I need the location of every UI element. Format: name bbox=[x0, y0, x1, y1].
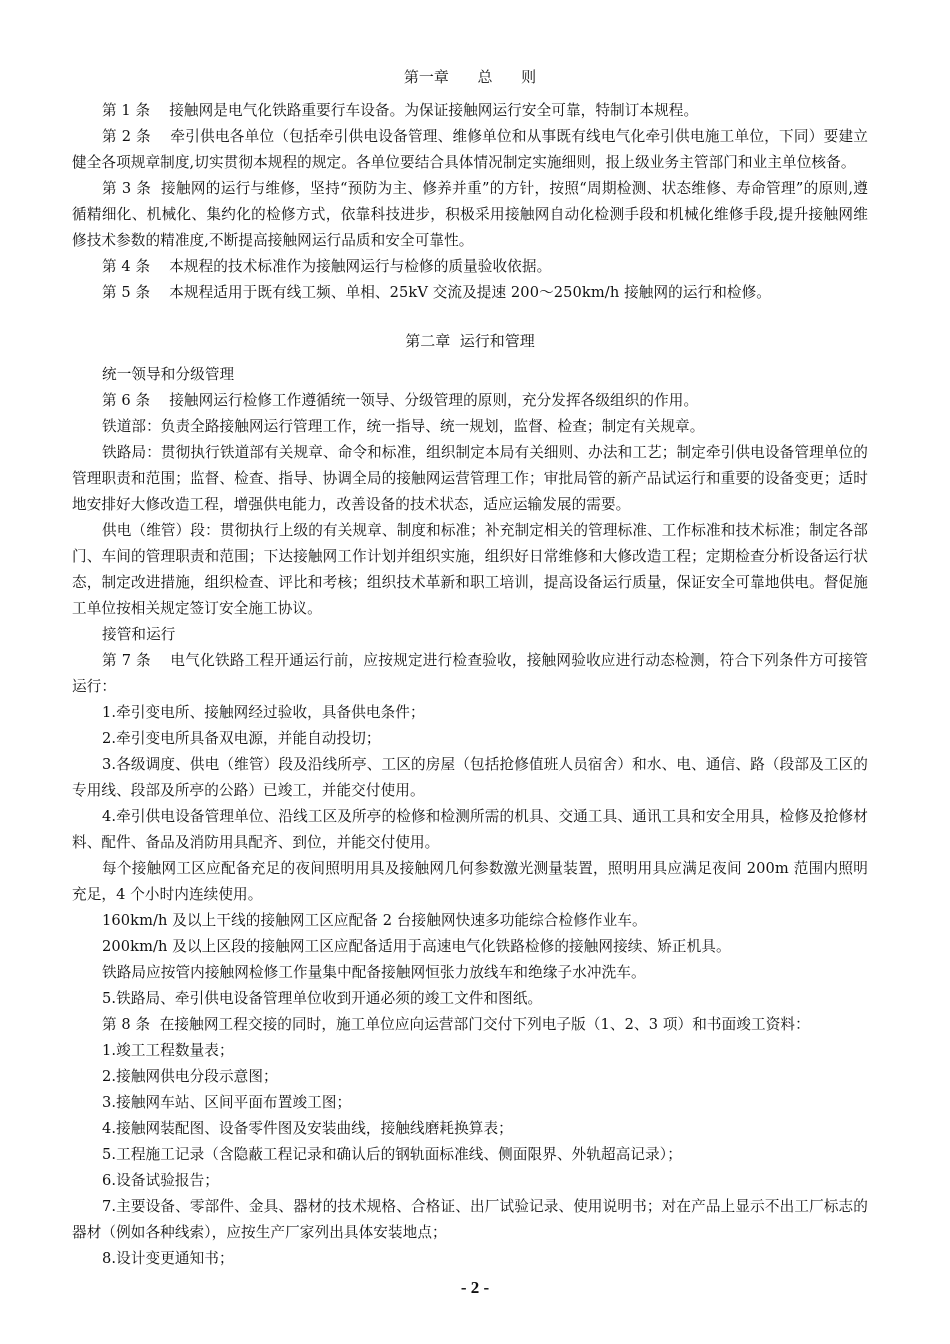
paragraph-text: 6.设备试验报告； bbox=[102, 1172, 219, 1189]
paragraph-text: 2.牵引变电所具备双电源，并能自动投切； bbox=[102, 730, 381, 747]
paragraph-text: 铁道部：负责全路接触网运行管理工作，统一指导、统一规划，监督、检查；制定有关规章。 bbox=[102, 418, 705, 435]
chapter-2-paragraph-15 bbox=[72, 986, 868, 1012]
chapter-1-body bbox=[72, 98, 868, 306]
paragraph-text: 8.设计变更通知书； bbox=[102, 1250, 234, 1267]
chapter-2-paragraph-3 bbox=[72, 440, 868, 518]
article-number: 第 3 条 bbox=[102, 180, 162, 197]
chapter-2-paragraph-18 bbox=[72, 1064, 868, 1090]
paragraph-text: 牵引供电各单位（包括牵引供电设备管理、维修单位和从事既有线电气化牵引供电施工单位，下同）要建立健全各项规章制度,切实贯彻本规程的规定。各单位要结合具体情况制定实施细则，报上级业务主管部门和业主单位核备。 bbox=[72, 128, 868, 171]
chapter-2-paragraph-1 bbox=[72, 388, 868, 414]
paragraph-text: 5.铁路局、牵引供电设备管理单位收到开通必须的竣工文件和图纸。 bbox=[102, 990, 543, 1007]
chapter-2-paragraph-6 bbox=[72, 648, 868, 700]
paragraph-text: 3.各级调度、供电（维管）段及沿线所亭、工区的房屋（包括抢修值班人员宿舍）和水、电、通信、路（段部及工区的专用线、段部及所亭的公路）已竣工，并能交付使用。 bbox=[72, 756, 868, 799]
paragraph-text: 4.牵引供电设备管理单位、沿线工区及所亭的检修和检测所需的机具、交通工具、通讯工具和安全用具，检修及抢修材料、配件、备品及消防用具配齐、到位，并能交付使用。 bbox=[72, 808, 868, 851]
paragraph-text: 5.工程施工记录（含隐蔽工程记录和确认后的钢轨面标准线、侧面限界、外轨超高记录）； bbox=[102, 1146, 682, 1163]
chapter-2-paragraph-17 bbox=[72, 1038, 868, 1064]
chapter-1-article-2 bbox=[72, 176, 868, 254]
chapter-1-article-1 bbox=[72, 124, 868, 176]
chapter-2-paragraph-16 bbox=[72, 1012, 868, 1038]
paragraph-text: 本规程的技术标准作为接触网运行与检修的质量验收依据。 bbox=[169, 258, 552, 275]
paragraph-text: 1.牵引变电所、接触网经过验收，具备供电条件； bbox=[102, 704, 425, 721]
article-number: 第 4 条 bbox=[102, 258, 170, 275]
paragraph-text: 接触网是电气化铁路重要行车设备。为保证接触网运行安全可靠，特制订本规程。 bbox=[169, 102, 699, 119]
article-number: 第 1 条 bbox=[102, 102, 170, 119]
article-number: 第 2 条 bbox=[102, 128, 171, 145]
chapter-2-paragraph-11 bbox=[72, 856, 868, 908]
chapter-2-body bbox=[72, 362, 868, 1272]
paragraph-text: 2.接触网供电分段示意图； bbox=[102, 1068, 278, 1085]
page-number: - 2 - bbox=[460, 1278, 490, 1297]
paragraph-text: 电气化铁路工程开通运行前，应按规定进行检查验收，接触网验收应进行动态检测，符合下列条件方可接管运行： bbox=[72, 652, 868, 695]
chapter-2-paragraph-10 bbox=[72, 804, 868, 856]
article-number: 第 5 条 bbox=[102, 284, 170, 301]
chapter-2-paragraph-4 bbox=[72, 518, 868, 622]
document-page bbox=[72, 64, 868, 1272]
chapter-2-paragraph-12 bbox=[72, 908, 868, 934]
paragraph-text: 接管和运行 bbox=[102, 626, 176, 643]
chapter-2-paragraph-22 bbox=[72, 1168, 868, 1194]
paragraph-text: 本规程适用于既有线工频、单相、25kV 交流及提速 200～250km/h 接触网的运行和检修。 bbox=[169, 284, 772, 301]
paragraph-text: 160km/h 及以上干线的接触网工区应配备 2 台接触网快速多功能综合检修作业车。 bbox=[102, 912, 647, 929]
paragraph-text: 铁路局：贯彻执行铁道部有关规章、命令和标准，组织制定本局有关细则、办法和工艺；制定牵引供电设备管理单位的管理职责和范围；监督、检查、指导、协调全局的接触网运营管理工作；审批局管的新产品试运行和重要的设备变更；适时地安排好大修改造工程，增强供电能力，改善设备的技术状态，适应运输发展的需要。 bbox=[72, 444, 868, 513]
paragraph-text: 供电（维管）段：贯彻执行上级的有关规章、制度和标准；补充制定相关的管理标准、工作标准和技术标准；制定各部门、车间的管理职责和范围；下达接触网工作计划并组织实施，组织好日常维修和大修改造工程；定期检查分析设备运行状态，制定改进措施，组织检查、评比和考核；组织技术革新和职工培训，提高设备运行质量，保证安全可靠地供电。督促施工单位按相关规定签订安全施工协议。 bbox=[72, 522, 868, 617]
chapter-2-paragraph-20 bbox=[72, 1116, 868, 1142]
article-number: 第 8 条 bbox=[102, 1016, 160, 1033]
paragraph-text: 4.接触网装配图、设备零件图及安装曲线，接触线磨耗换算表； bbox=[102, 1120, 513, 1137]
chapter-2-paragraph-19 bbox=[72, 1090, 868, 1116]
article-number: 第 7 条 bbox=[102, 652, 171, 669]
article-number: 第 6 条 bbox=[102, 392, 170, 409]
paragraph-text: 在接触网工程交接的同时，施工单位应向运营部门交付下列电子版（1、2、3 项）和书面竣工资料： bbox=[159, 1016, 810, 1033]
paragraph-text: 1.竣工工程数量表； bbox=[102, 1042, 234, 1059]
chapter-2-paragraph-0 bbox=[72, 362, 868, 388]
chapter-1-article-0 bbox=[72, 98, 868, 124]
chapter-2-paragraph-14 bbox=[72, 960, 868, 986]
chapter-2-paragraph-23 bbox=[72, 1194, 868, 1246]
chapter-2-paragraph-13 bbox=[72, 934, 868, 960]
chapter-2-paragraph-9 bbox=[72, 752, 868, 804]
chapter-2-paragraph-8 bbox=[72, 726, 868, 752]
chapter-2-paragraph-5 bbox=[72, 622, 868, 648]
chapter-2-paragraph-21 bbox=[72, 1142, 868, 1168]
chapter-2-title: 第二章 运行和管理 bbox=[405, 332, 535, 350]
chapter-2-paragraph-7 bbox=[72, 700, 868, 726]
paragraph-text: 7.主要设备、零部件、金具、器材的技术规格、合格证、出厂试验记录、使用说明书；对在产品上显示不出工厂标志的器材（例如各种线索），应按生产厂家列出具体安装地点； bbox=[72, 1198, 868, 1241]
chapter-2-paragraph-2 bbox=[72, 414, 868, 440]
chapter-2-paragraph-24 bbox=[72, 1246, 868, 1272]
paragraph-text: 接触网运行检修工作遵循统一领导、分级管理的原则，充分发挥各级组织的作用。 bbox=[169, 392, 699, 409]
paragraph-text: 接触网的运行与维修，坚持“预防为主、修养并重”的方针，按照“周期检测、状态维修、寿命管理”的原则,遵循精细化、机械化、集约化的检修方式，依靠科技进步，积极采用接触网自动化检测手段和机械化维修手段,提升接触网维修技术参数的精准度,不断提高接触网运行品质和安全可靠性。 bbox=[72, 180, 868, 249]
paragraph-text: 每个接触网工区应配备充足的夜间照明用具及接触网几何参数激光测量装置，照明用具应满足夜间 200m 范围内照明充足，4 个小时内连续使用。 bbox=[72, 860, 868, 903]
paragraph-text: 统一领导和分级管理 bbox=[102, 366, 235, 383]
paragraph-text: 铁路局应按管内接触网检修工作量集中配备接触网恒张力放线车和绝缘子水冲洗车。 bbox=[102, 964, 646, 981]
paragraph-text: 3.接触网车站、区间平面布置竣工图； bbox=[102, 1094, 352, 1111]
paragraph-text: 200km/h 及以上区段的接触网工区应配备适用于高速电气化铁路检修的接触网接续、矫正机具。 bbox=[102, 938, 731, 955]
chapter-1-title: 第一章 总 则 bbox=[403, 68, 537, 86]
chapter-1-article-4 bbox=[72, 280, 868, 306]
chapter-1-article-3 bbox=[72, 254, 868, 280]
